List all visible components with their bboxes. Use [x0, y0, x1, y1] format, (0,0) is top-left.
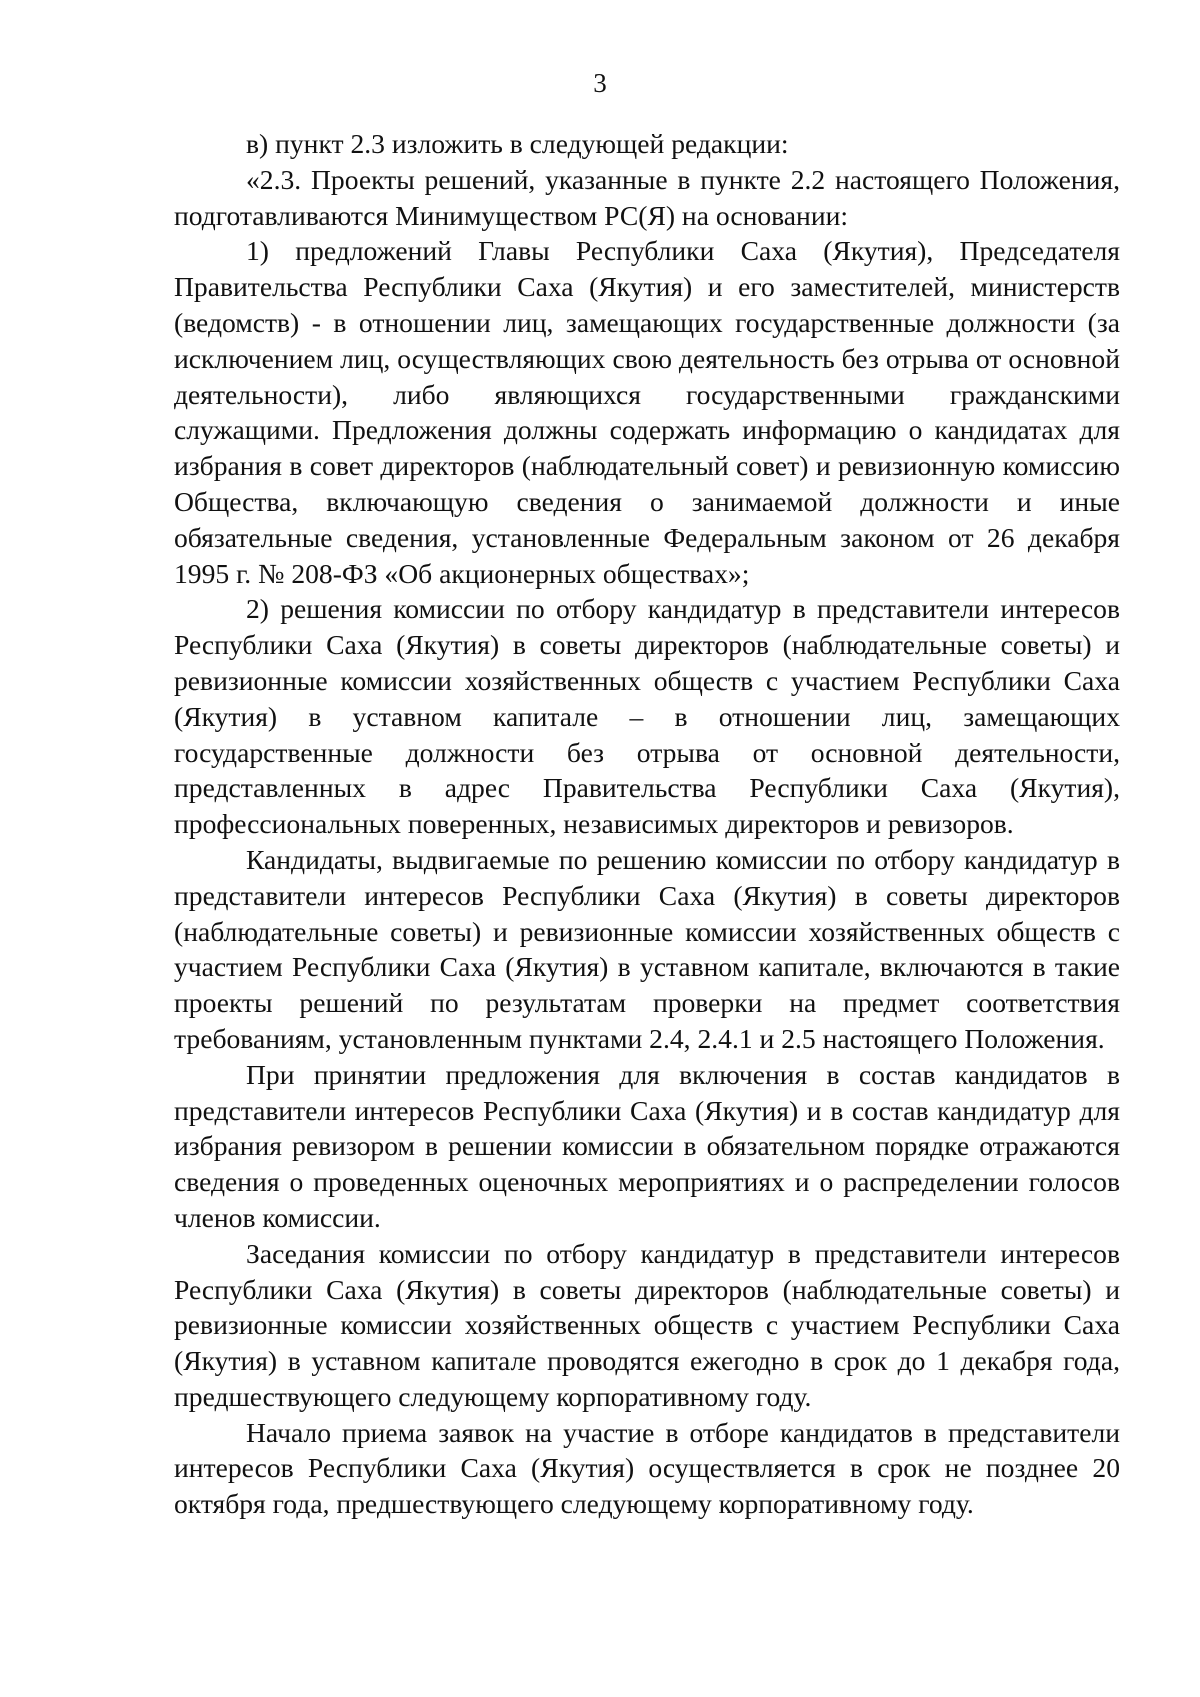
document-body [174, 126, 1120, 1522]
paragraph-application-start: Начало приема заявок на участие в отборе кандидатов в представители интересов Республики Саха (Якутия) осуществляется в срок не позднее 20 октября года, предшествующего следующему корпоративному году. [174, 1416, 1120, 1520]
paragraph-proposal-acceptance: При принятии предложения для включения в состав кандидатов в представители интересов Республики Саха (Якутия) и в состав кандидатур для избрания ревизором в решении комиссии в обязательном порядке отражаются сведения о проведенных оценочных мероприятиях и о распределении голосов членов комиссии. [174, 1058, 1120, 1233]
paragraph-item-2: 2) решения комиссии по отбору кандидатур в представители интересов Республики Саха (Якутия) в советы директоров (наблюдательные советы) и ревизионные комиссии хозяйственных обществ с участием Республики Саха (Якутия) в уставном капитале – в отношении лиц, замещающих государственные должности без отрыва от основной деятельности, представленных в адрес Правительства Республики Саха (Якутия), профессиональных поверенных, независимых директоров и ревизоров. [174, 593, 1120, 840]
paragraph-amendment-intro: в) пункт 2.3 изложить в следующей редакции: [246, 128, 789, 159]
paragraph-item-1: 1) предложений Главы Республики Саха (Якутия), Председателя Правительства Республики Саха (Якутия) и его заместителей, министерств (ведомств) - в отношении лиц, замещающих государственные должности (за исключением лиц, осуществляющих свою деятельность без отрыва от основной деятельности), либо являющихся государственными гражданскими служащими. Предложения должны содержать информацию о кандидатах для избрания в совет директоров (наблюдательный совет) и ревизионную комиссию Общества, включающую сведения о занимаемой должности и иные обязательные сведения, установленные Федеральным законом от 26 декабря 1995 г. № 208-ФЗ «Об акционерных обществах»; [174, 235, 1120, 589]
paragraph-clause-2-3: «2.3. Проекты решений, указанные в пункте 2.2 настоящего Положения, подготавливаются Минимуществом РС(Я) на основании: [174, 163, 1120, 231]
paragraph-candidates: Кандидаты, выдвигаемые по решению комиссии по отбору кандидатур в представители интересов Республики Саха (Якутия) в советы директоров (наблюдательные советы) и ревизионные комиссии хозяйственных обществ с участием Республики Саха (Якутия) в уставном капитале, включаются в такие проекты решений по результатам проверки на предмет соответствия требованиям, установленным пунктами 2.4, 2.4.1 и 2.5 настоящего Положения. [174, 843, 1120, 1054]
paragraph-commission-meetings: Заседания комиссии по отбору кандидатур в представители интересов Республики Саха (Якутия) в советы директоров (наблюдательные советы) и ревизионные комиссии хозяйственных обществ с участием Республики Саха (Якутия) в уставном капитале проводятся ежегодно в срок до 1 декабря года, предшествующего следующему корпоративному году. [174, 1237, 1120, 1412]
page-number: 3 [593, 68, 607, 98]
